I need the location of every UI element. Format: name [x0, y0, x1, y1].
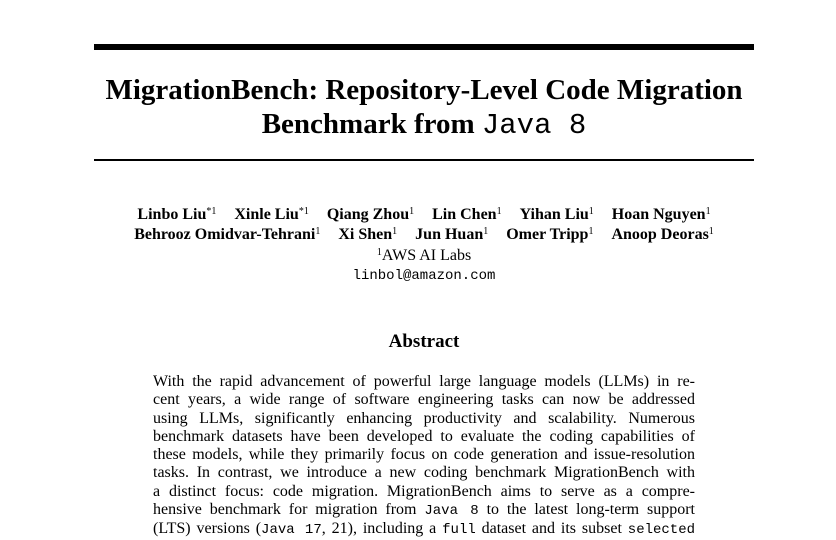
author: Behrooz Omidvar-Tehrani$^1$: [134, 226, 321, 243]
abstract-line: a distinct focus: code migration. MigrationBench aims to serve as a compre-: [153, 482, 695, 500]
title-bottom-rule: [94, 159, 754, 161]
title-top-rule: [94, 44, 754, 50]
author: Xi Shen$^1$: [338, 226, 398, 243]
abstract-line: using LLMs, significantly enhancing productivity and scalability. Numerous: [153, 409, 695, 427]
title-line-2-text: Benchmark from: [261, 108, 482, 140]
abstract-line: tasks. In contrast, we introduce a new coding benchmark MigrationBench with: [153, 464, 695, 482]
abstract-line: cent years, a wide range of software engineering tasks can now be addressed: [153, 391, 695, 409]
author: Lin Chen$^1$: [432, 206, 502, 223]
affiliation-mark: 1: [376, 247, 382, 258]
abstract-line: benchmark datasets have been developed to evaluate the coding capabilities of: [153, 427, 695, 445]
abstract-heading: Abstract: [388, 331, 460, 352]
author: Jun Huan$^1$: [415, 226, 489, 243]
paper-title: [94, 73, 754, 143]
author: Hoan Nguyen$^1$: [611, 206, 711, 223]
abstract-body: [153, 373, 695, 540]
affiliation-name: AWS AI Labs: [381, 247, 472, 264]
abstract-line: hensive benchmark for migration from Java 8 to the latest long-term support: [153, 501, 695, 520]
abstract-line: (LTS) versions (Java 17, 21), including a full dataset and its subset selected: [153, 520, 696, 539]
title-line-2: [94, 107, 754, 143]
author: Yihan Liu$^1$: [519, 206, 594, 223]
title-line-1: MigrationBench: Repository-Level Code Migration: [105, 74, 743, 106]
author: Qiang Zhou$^1$: [326, 206, 415, 223]
author-row-2: [94, 225, 754, 245]
author: Linbo Liu$^{*1}$: [137, 206, 217, 223]
author-row-1: [94, 205, 754, 225]
affiliation: [94, 246, 754, 266]
abstract-line: these models, while they primarily focus on code generation and issue-resolution: [153, 446, 695, 464]
abstract-line: With the rapid advancement of powerful large language models (LLMs) in re-: [153, 373, 695, 390]
author: Anoop Deoras$^1$: [611, 226, 714, 243]
author-email[interactable]: linbol@amazon.com: [352, 268, 496, 284]
author-list: [94, 205, 754, 245]
title-java-version: Java 8: [481, 109, 587, 142]
author: Omer Tripp$^1$: [506, 226, 594, 243]
author: Xinle Liu$^{*1}$: [234, 206, 309, 223]
